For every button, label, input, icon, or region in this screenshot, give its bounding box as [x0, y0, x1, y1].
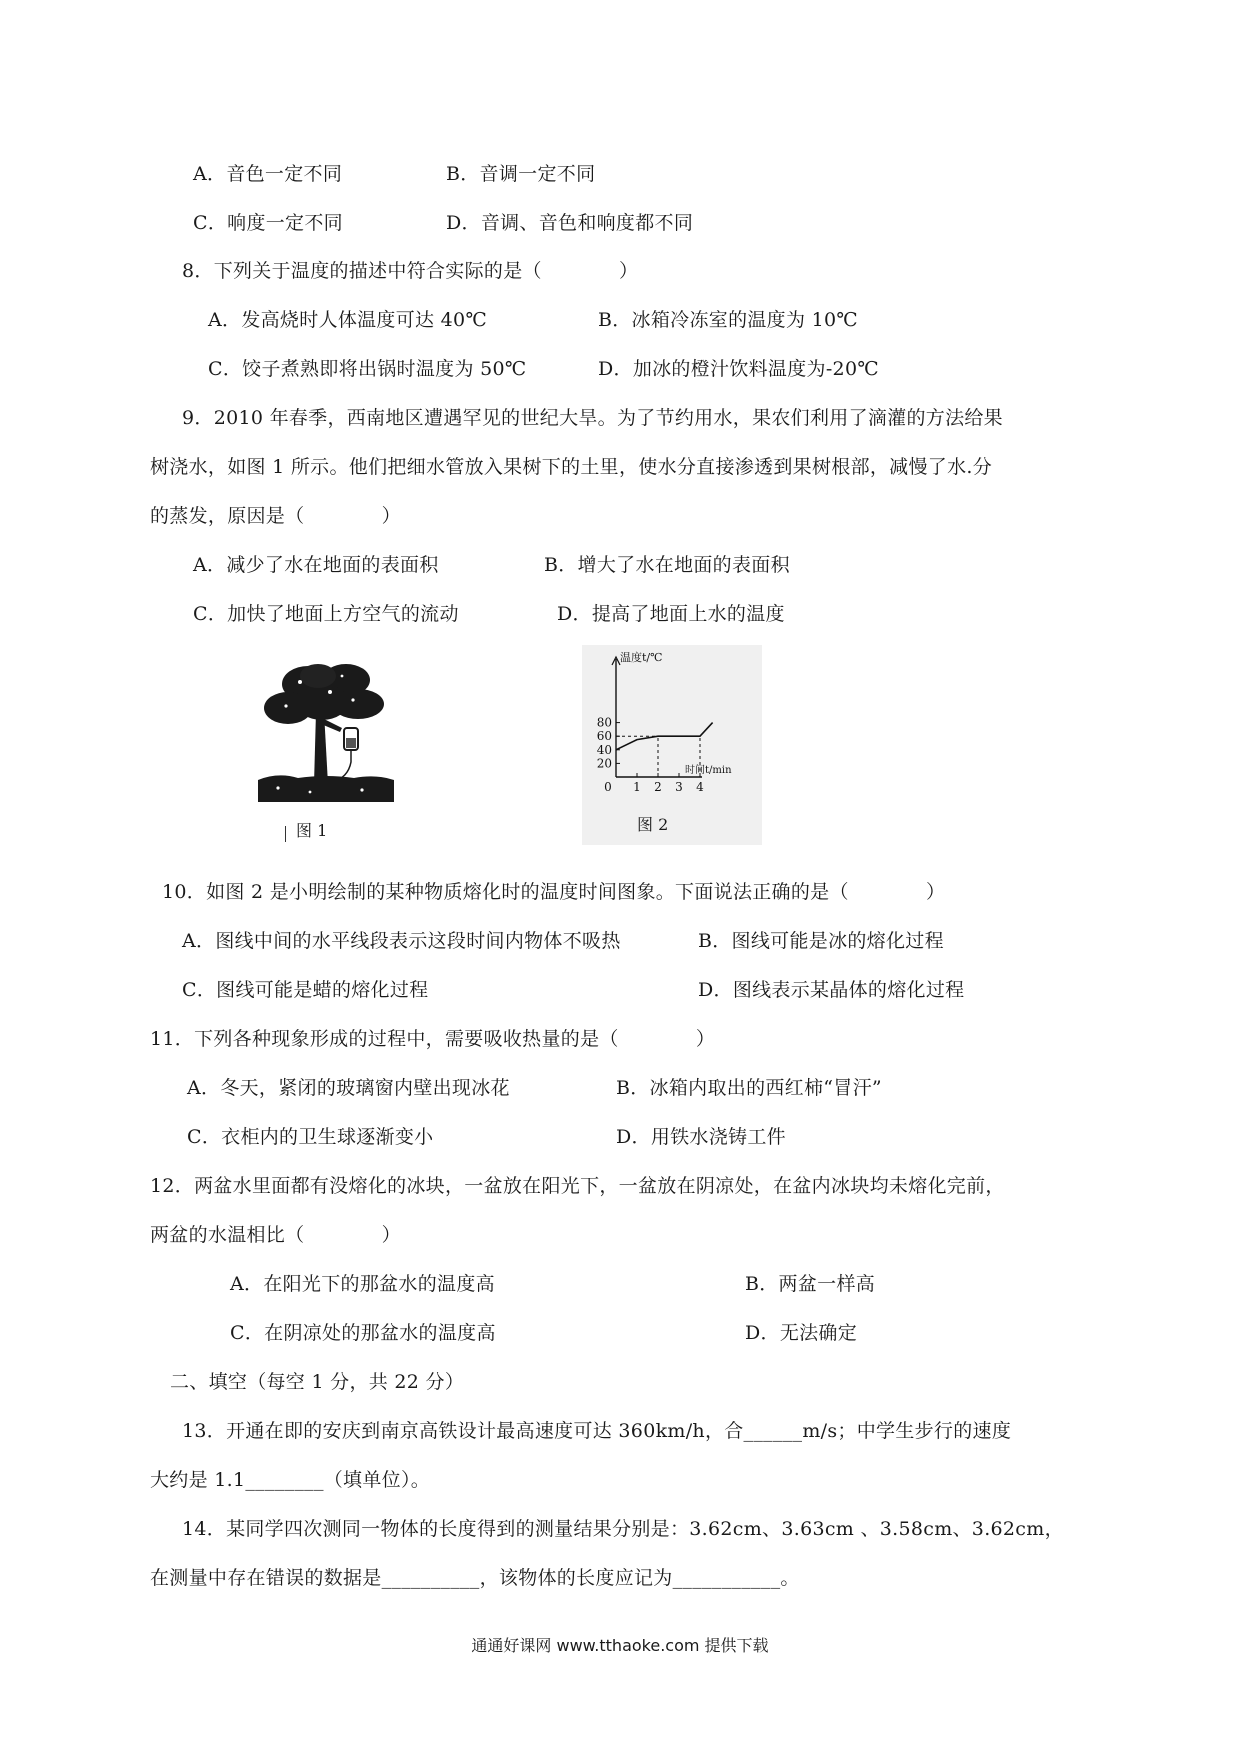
y-axis-label: 温度t/℃ — [620, 651, 663, 664]
text-line: B．图线可能是冰的熔化过程 — [698, 930, 944, 952]
text-line: 大约是 1.1________（填单位）。 — [150, 1469, 431, 1491]
text-line: A．冬天，紧闭的玻璃窗内壁出现冰花 — [187, 1077, 510, 1099]
text-line: D．用铁水浇铸工件 — [616, 1126, 786, 1148]
y-tick-label: 80 — [596, 715, 612, 730]
x-tick-label: 0 — [604, 780, 612, 794]
text-line: 14．某同学四次测同一物体的长度得到的测量结果分别是：3.62cm、3.63cm 、3.58cm、3.62cm， — [182, 1518, 1064, 1540]
text-line: C．在阴凉处的那盆水的温度高 — [230, 1322, 496, 1344]
text-line: B．音调一定不同 — [446, 163, 596, 185]
x-tick-label: 1 — [633, 780, 641, 794]
text-line: D．无法确定 — [745, 1322, 858, 1344]
text-line: 12．两盆水里面都有没熔化的冰块，一盆放在阳光下，一盆放在阴凉处，在盆内冰块均未熔化完前， — [150, 1175, 1005, 1197]
text-line: A．音色一定不同 — [193, 163, 343, 185]
melting-curve-chart — [582, 645, 762, 845]
text-line: C．衣柜内的卫生球逐渐变小 — [187, 1126, 434, 1148]
figure-1 — [258, 662, 394, 802]
y-tick-label: 40 — [596, 742, 612, 757]
figure-1-caption: 图 1 — [296, 821, 328, 840]
x-axis-label: 时间t/min — [685, 765, 732, 776]
x-tick-label: 2 — [654, 780, 662, 794]
text-line: D．图线表示某晶体的熔化过程 — [698, 979, 965, 1001]
text-line: 树浇水，如图 1 所示。他们把细水管放入果树下的土里，使水分直接渗透到果树根部，减慢了水.分 — [150, 456, 993, 478]
text-line: C．响度一定不同 — [193, 212, 343, 234]
text-line: C．加快了地面上方空气的流动 — [193, 603, 459, 625]
text-line: C．图线可能是蜡的熔化过程 — [182, 979, 429, 1001]
stray-mark — [285, 826, 286, 842]
text-line: 8．下列关于温度的描述中符合实际的是（ ） — [182, 260, 639, 282]
text-line: 的蒸发，原因是（ ） — [150, 505, 401, 527]
text-line: 10．如图 2 是小明绘制的某种物质熔化时的温度时间图象。下面说法正确的是（ ） — [162, 881, 946, 903]
text-line: B．两盆一样高 — [745, 1273, 876, 1295]
y-tick-label: 60 — [596, 729, 612, 744]
tree-drip-irrigation-icon — [258, 662, 394, 802]
text-line: C．饺子煮熟即将出锅时温度为 50℃ — [208, 358, 527, 380]
x-tick-label: 4 — [696, 780, 704, 794]
page-footer: 通通好课网 www.tthaoke.com 提供下载 — [471, 1636, 769, 1655]
text-line: A．图线中间的水平线段表示这段时间内物体不吸热 — [182, 930, 621, 952]
text-line: D．音调、音色和响度都不同 — [446, 212, 694, 234]
text-line: D．加冰的橙汁饮料温度为-20℃ — [598, 358, 879, 380]
text-line: 二、填空（每空 1 分，共 22 分） — [170, 1371, 465, 1393]
text-line: B．增大了水在地面的表面积 — [544, 554, 790, 576]
text-line: 9．2010 年春季，西南地区遭遇罕见的世纪大旱。为了节约用水，果农们利用了滴灌的方法给果 — [182, 407, 1003, 429]
y-tick-label: 20 — [596, 756, 612, 771]
text-line: B．冰箱内取出的西红柿“冒汗” — [616, 1077, 882, 1099]
text-line: B．冰箱冷冻室的温度为 10℃ — [598, 309, 858, 331]
text-line: A．在阳光下的那盆水的温度高 — [230, 1273, 495, 1295]
text-line: 在测量中存在错误的数据是__________，该物体的长度应记为___________。 — [150, 1567, 800, 1589]
figure-2 — [582, 645, 762, 845]
text-line: A．发高烧时人体温度可达 40℃ — [208, 309, 487, 331]
text-line: 两盆的水温相比（ ） — [150, 1224, 401, 1246]
text-line: 13．开通在即的安庆到南京高铁设计最高速度可达 360km/h，合______m/s；中学生步行的速度 — [182, 1420, 1012, 1442]
x-tick-label: 3 — [675, 780, 683, 794]
text-line: 11．下列各种现象形成的过程中，需要吸收热量的是（ ） — [150, 1028, 716, 1050]
text-line: D．提高了地面上水的温度 — [557, 603, 785, 625]
text-line: A．减少了水在地面的表面积 — [193, 554, 439, 576]
figure-2-caption: 图 2 — [637, 815, 669, 834]
